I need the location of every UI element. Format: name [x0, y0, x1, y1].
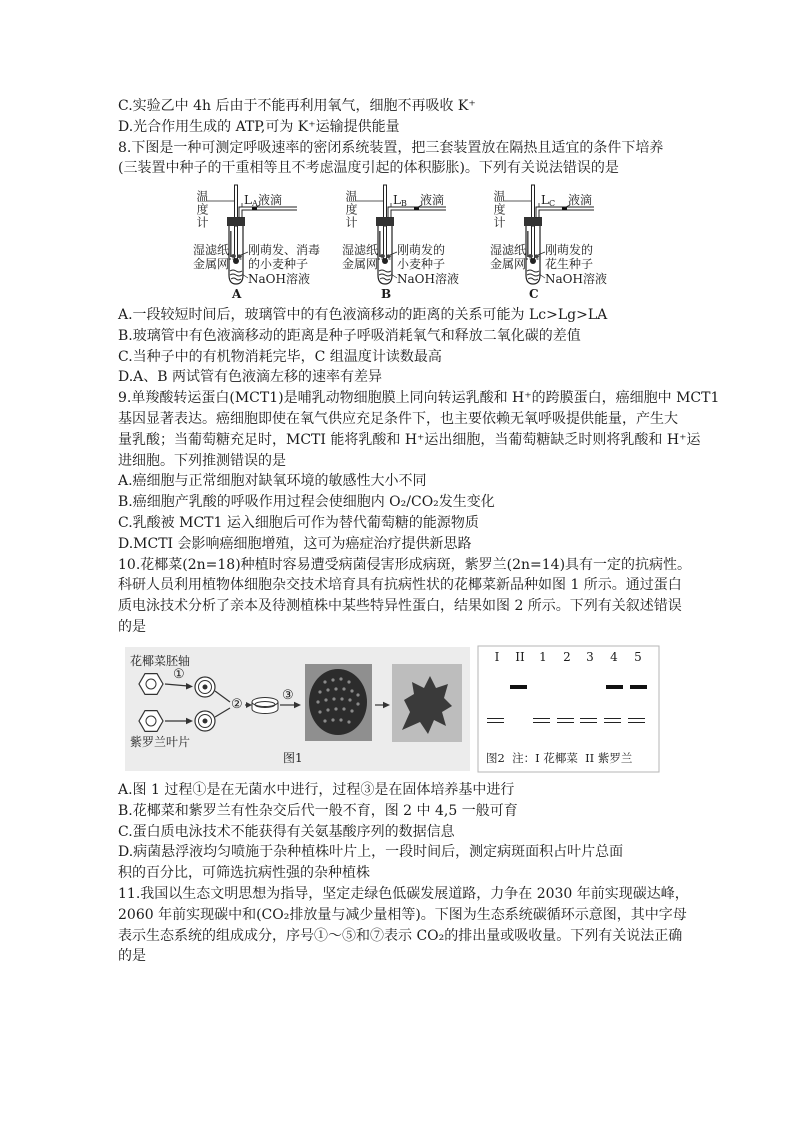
question-stem-line: 的是	[118, 618, 146, 635]
solution-label: NaOH溶液	[248, 272, 310, 286]
gel-band-lower	[580, 718, 597, 723]
question-stem-line: 科研人员利用植物体细胞杂交技术培育具有抗病性状的花椰菜新品种如图 1 所示。通过蛋白	[118, 577, 682, 594]
thermometer-redraw	[235, 226, 238, 259]
question-stem-line: 的是	[118, 948, 146, 965]
thermometer-label: 温度计	[492, 190, 506, 229]
apparatus-letter: A	[232, 287, 242, 301]
gel-band-lower	[533, 718, 550, 723]
step1-label: ①	[173, 667, 185, 682]
question-stem-line: 质电泳技术分析了亲本及待测植株中某些特异性蛋白，结果如图 2 所示。下列有关叙述错误	[118, 598, 682, 615]
thermometer-label: 温度计	[195, 190, 209, 229]
seed-label-line: 花生种子	[545, 257, 594, 271]
gel-band-lower	[628, 718, 645, 723]
step2-label: ②	[231, 697, 243, 712]
gel-lane-label: 1	[539, 650, 547, 664]
question-stem-line: 表示生态系统的组成成分，序号①～⑤和⑦表示 CO₂的排出量或吸收量。下列有关说法正确	[118, 927, 683, 944]
gel-lanes	[0, 642, 794, 781]
seed-label-line: 刚萌发、消毒	[248, 243, 321, 257]
option-line: C.实验乙中 4h 后由于不能再利用氧气，细胞不再吸收 K⁺	[118, 98, 476, 114]
distance-subscript: A	[251, 199, 258, 208]
seed-label-line: 刚萌发的	[397, 243, 446, 257]
gel-lane-label: I	[494, 650, 500, 664]
distance-subscript: B	[400, 199, 407, 208]
question-stem-line: 进细胞。下列推测错误的是	[118, 452, 286, 469]
seed-label-line: 小麦种子	[397, 257, 446, 271]
solution-label: NaOH溶液	[545, 272, 607, 286]
gel-lane-label: 4	[610, 650, 618, 664]
option-line: B.玻璃管中有色液滴移动的距离是种子呼吸消耗氧气和释放二氧化碳的差值	[118, 327, 581, 344]
seed-label-line: 的小麦种子	[248, 257, 309, 271]
option-line: 积的百分比，可筛选抗病性强的杂种植株	[118, 865, 370, 882]
figure2-caption: 图2 注：I 花椰菜 II 紫罗兰	[486, 751, 633, 765]
apparatus-letter: C	[529, 287, 539, 301]
step3-label: ③	[282, 688, 294, 703]
distance-label	[244, 193, 258, 211]
distance-subscript: C	[548, 199, 556, 208]
distance-symbol: L	[541, 193, 549, 207]
question-stem-line: 11.我国以生态文明思想为指导，坚定走绿色低碳发展道路，力争在 2030 年前实现碳达峰，	[118, 885, 689, 902]
apparatus-b	[342, 181, 472, 306]
question-stem-line: (三装置中种子的干重相等且不考虑温度引起的体积膨胀)。下列有关说法错误的是	[118, 160, 619, 177]
seed-label-line: 刚萌发的	[545, 243, 594, 257]
droplet-label: 液滴	[420, 193, 445, 207]
text-block-top	[118, 96, 718, 179]
droplet-label: 液滴	[258, 193, 283, 207]
stopper	[376, 217, 394, 226]
question-stem-line: 量乳酸；当葡萄糖充足时，MCTI 能将乳酸和 H⁺运出细胞，当葡萄糖缺乏时则将乳酸和 H⁺运	[118, 431, 701, 448]
option-line: C.当种子中的有机物消耗完毕，C 组温度计读数最高	[118, 348, 442, 365]
filter-paper-label: 湿滤纸	[193, 243, 230, 257]
filter-paper-label: 湿滤纸	[490, 243, 527, 257]
cauliflower-hypocotyl-label: 花椰菜胚轴	[130, 654, 191, 668]
gel-band-upper	[630, 685, 647, 689]
metal-mesh-label: 金属网	[490, 257, 527, 271]
option-line: A.一段较短时间后，玻璃管中的有色液滴移动的距离的关系可能为 Lc>Lg>LA	[118, 307, 608, 323]
distance-symbol: L	[244, 193, 252, 207]
option-line: B.花椰菜和紫罗兰有性杂交后代一般不育，图 2 中 4,5 一般可育	[118, 802, 518, 819]
distance-symbol: L	[393, 193, 401, 207]
gel-band-lower	[487, 718, 504, 723]
thermometer-redraw	[532, 226, 535, 259]
question-stem-line: 2060 年前实现碳中和(CO₂排放量与减少量相等)。下图为生态系统碳循环示意图，其中字母	[118, 906, 687, 923]
thermometer-redraw	[384, 226, 387, 259]
option-line: D.MCTI 会影响癌细胞增殖，这可为癌症治疗提供新思路	[118, 535, 472, 552]
apparatus-a	[193, 181, 323, 306]
gel-lane-label: 3	[586, 650, 594, 664]
question-stem-line: 基因显著表达。癌细胞即使在氧气供应充足条件下，也主要依赖无氧呼吸提供能量，产生大	[118, 410, 678, 427]
gel-band-upper	[606, 685, 623, 689]
question-stem-line: 10.花椰菜(2n=18)种植时容易遭受病菌侵害形成病斑，紫罗兰(2n=14)具有一定的抗病性。	[118, 556, 692, 573]
thermometer-label: 温度计	[344, 190, 358, 229]
gel-lane-label: 2	[563, 650, 571, 664]
question-stem-line: 9.单羧酸转运蛋白(MCT1)是哺乳动物细胞膜上同向转运乳酸和 H⁺的跨膜蛋白，癌细胞中 MCT1	[118, 390, 720, 407]
gel-band-upper	[510, 685, 527, 689]
apparatus-c	[490, 181, 620, 306]
droplet-label: 液滴	[568, 193, 593, 207]
text-block-middle	[118, 305, 718, 638]
solution-label: NaOH溶液	[397, 272, 459, 286]
option-line: D.A、B 两试管有色液滴左移的速率有差异	[118, 369, 383, 386]
distance-label	[541, 193, 555, 211]
metal-mesh-label: 金属网	[193, 257, 230, 271]
violet-leaf-label: 紫罗兰叶片	[130, 735, 191, 749]
option-line: B.癌细胞产乳酸的呼吸作用过程会使细胞内 O₂/CO₂发生变化	[118, 494, 495, 511]
stopper	[524, 217, 542, 226]
gel-lane-label: II	[515, 650, 525, 664]
gel-lane-label: 5	[634, 650, 642, 664]
option-line: C.乳酸被 MCT1 运入细胞后可作为替代葡萄糖的能源物质	[118, 514, 479, 531]
apparatus-letter: B	[381, 287, 392, 301]
gel-band-lower	[604, 718, 621, 723]
respiration-apparatus-figure	[0, 181, 794, 306]
option-line: C.蛋白质电泳技术不能获得有关氨基酸序列的数据信息	[118, 823, 455, 840]
somatic-hybridization-figure	[0, 642, 794, 781]
option-line: A.图 1 过程①是在无菌水中进行，过程③是在固体培养基中进行	[118, 782, 515, 798]
option-line: A.癌细胞与正常细胞对缺氧环境的敏感性大小不同	[118, 473, 427, 490]
filter-paper-label: 湿滤纸	[342, 243, 379, 257]
question-stem-line: 8.下图是一种可测定呼吸速率的密闭系统装置，把三套装置放在隔热且适宜的条件下培养	[118, 139, 664, 156]
gel-band-lower	[557, 718, 574, 723]
text-block-bottom	[118, 780, 718, 967]
metal-mesh-label: 金属网	[342, 257, 379, 271]
option-line: D.光合作用生成的 ATP,可为 K⁺运输提供能量	[118, 118, 400, 135]
figure1-caption: 图1	[283, 751, 303, 765]
option-line: D.病菌悬浮液均匀喷施于杂种植株叶片上，一段时间后，测定病斑面积占叶片总面	[118, 844, 624, 861]
distance-label	[393, 193, 407, 211]
stopper	[227, 217, 245, 226]
